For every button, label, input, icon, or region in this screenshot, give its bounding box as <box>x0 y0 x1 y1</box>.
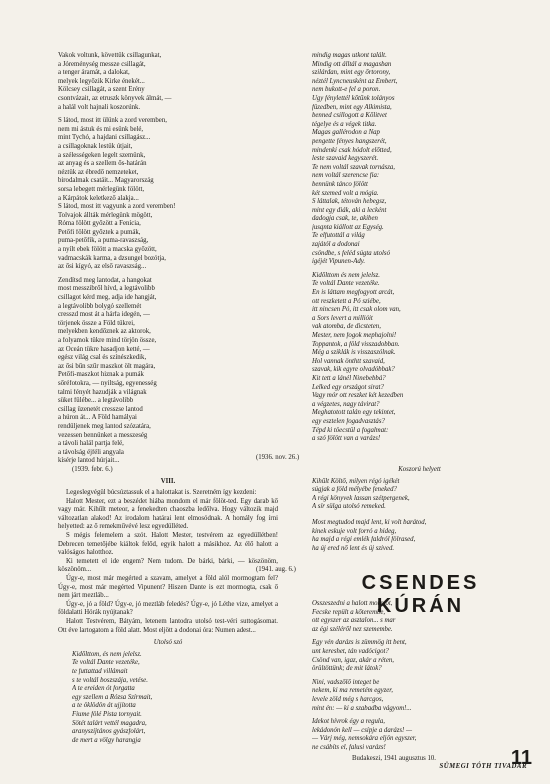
poem-line: nem bukott-e fel a poron. <box>312 86 381 94</box>
poem-line: egy szellem a Rózsa Szírmait, <box>72 693 153 701</box>
poem-line: tégelye és a végek titka. <box>312 120 377 128</box>
poem-line: Egy vén darázs is zümmög itt bent, <box>312 639 407 647</box>
poem-line: a szélességeken legelt szemünk, <box>58 151 146 159</box>
poem-line: a halál volt hajnali koszorúnk. <box>58 103 141 111</box>
poem-line: Kidőlttom és nem jelelsz. <box>312 271 380 279</box>
poem-line: benned csillogott a Kőlitvet <box>312 112 387 120</box>
poem-line: nem mi ástuk és mi esünk belé, <box>58 125 144 133</box>
poem-line: Összeszedni a halott morzsót, <box>312 600 393 607</box>
poem-line: ha új ered nő lent és új szived. <box>312 544 395 552</box>
poem-line: az Óceán tükre hasadjon ketté, — <box>58 345 150 353</box>
poem-line: sőréfotokra, — nyiltság, egyenesség <box>58 379 157 387</box>
section-heading: VIII. <box>160 477 176 485</box>
poem-koszoru-1 <box>312 478 527 512</box>
poem-line: Idekot hívrok égy a regula, <box>312 718 385 726</box>
poem-line: melyek legyőzik Kirke énekét... <box>58 77 145 85</box>
poem-line: Róma fölött győzött a Fenícia, <box>58 220 141 228</box>
poem-line: Te voltál Dante vezetéke. <box>312 280 380 288</box>
poem-line: S láttalak, tétován hebegsz, <box>312 198 387 206</box>
poem-line: mindig magas utkont talált. <box>312 52 387 59</box>
right-date-1: (1936. nov. 26.) <box>256 454 300 461</box>
poem-line: néztük az ébredő nemzeteket, <box>58 168 139 176</box>
poem-line: Petőfi fölött győztek a pumák, <box>58 228 141 236</box>
poem-line: a végzetes, nagy távirat? <box>312 400 380 408</box>
poem-line: bennünk tánco fölött <box>312 180 368 188</box>
poem-line: füzedben, mint egy Alkimista, <box>312 103 392 111</box>
poem-line: csillagot kérd meg, adja ide hangját, <box>58 294 157 302</box>
poem-line: a húron át... A Föld hamályai <box>58 414 137 422</box>
poem-line: de mert a völgy harangja <box>72 736 141 744</box>
poem-line: egész világ csal és színészkedik, <box>58 354 147 362</box>
poem-line: levele zöld még s harcgos, <box>312 695 384 703</box>
poem-line: talmi fényét hazudják a világnak <box>58 388 147 396</box>
poem-line: A te ereiden ót forgatta <box>72 685 135 693</box>
poem-line: igéjét Vipunen-Ády. <box>312 258 366 266</box>
koszoru-section-2 <box>312 519 527 553</box>
poem-kuran <box>312 600 527 753</box>
left-poem-block <box>58 52 278 466</box>
poem-line: mint Tychó, a hajdani csillagász... <box>58 134 151 142</box>
poem-line: A régi könyvek lassan szétpergenek, <box>312 494 410 502</box>
closing-date: Budakeszi, 1941 augusztus 10. <box>352 754 437 762</box>
poem-line: lekádonón kell — csípje a darázs! — <box>312 726 413 734</box>
poem-koszoru-2 <box>312 519 527 553</box>
poem-line: Mester, nem fogok mephajolni! <box>312 332 397 339</box>
page-number: 11 <box>510 747 532 769</box>
poem-line: te futtattad villámait <box>72 667 128 675</box>
poem-line: vadmacskák karma, a dzsungel bozótja, <box>58 254 166 262</box>
poem-line: Te voltál Dante vezetéke, <box>72 659 140 667</box>
poem-line: Most megtudod majd lent, ki volt barátod, <box>312 519 427 526</box>
left-column <box>58 52 278 745</box>
signature: SÜMEGI TÓTH TIVADAR <box>439 763 527 771</box>
poem-line: Kit tett a lánél Ninebebbá? <box>312 374 386 382</box>
poem-line: süket fülébe... a legtávolibb <box>58 397 134 405</box>
poem-line: nekem, ki ma remetém egyzer, <box>312 687 393 695</box>
right-date-2: (1941. aug. 6.) <box>256 566 296 573</box>
poem-line: súgjak a föld mélyébe feneked? <box>312 486 397 494</box>
prose-paragraph: Legeslegvégül búcsúztassuk el a halottakat is. Szeretném így kezdeni: <box>66 489 257 497</box>
poem-line: Fiume fölé Pista tornyait. <box>72 710 142 718</box>
poem-line: Sötét talárt vettél magadra, <box>72 719 147 727</box>
poem-line: a tenger áramát, a dalokat, <box>58 69 130 77</box>
poem-line: a csillagoknak lestük útjait, <box>58 142 133 150</box>
poem-line: törjenek össze a Föld tükrei, <box>58 319 135 327</box>
poem-line: mint egy diák, aki a lecként <box>312 206 387 214</box>
koszoru-section <box>312 466 527 512</box>
poem-line: a nyílt ebek fölött a macska győzött, <box>58 246 157 254</box>
prose-paragraph: Ki temetett el ide engem? Nem tudom. De bárki, bárki, — köszönöm, köszönöm... <box>58 557 278 574</box>
poem-line: a folyamok tükre mind törjön össze, <box>58 337 157 344</box>
poem-line: dadogja csak, te, akiben <box>312 215 378 223</box>
poem-line: szilárdan, mint egy őrtorony, <box>312 69 391 77</box>
poem-line: néztél Lyncneusként az Embert, <box>312 77 398 85</box>
poem-line: Zendítsd meg lantodat, a hangokat <box>58 276 152 284</box>
kuran-section <box>312 600 527 772</box>
poem-line: ott egyszer az asztalon... s mar <box>312 617 396 625</box>
main-title: CSENDES KÚRÁN <box>361 572 480 617</box>
poem-line: puma-petőfik, a puma-ravaszság, <box>58 237 149 245</box>
poem-line: A sír sülga utolsó remeked. <box>312 503 386 511</box>
poem-line: Hol vannak önthtt szavaid, <box>312 357 385 365</box>
poem-line: Vakok voltunk, követtük csillagunkat, <box>58 52 162 59</box>
poem-line: Magas gallérodon a Nap <box>312 129 380 137</box>
poem-line: S látod, most itt ülünk a zord veremben, <box>58 117 167 125</box>
poem-line: ha majd a régi emlék faldról fölrased, <box>312 536 416 544</box>
poem-title-koszoru: Koszorú helyett <box>398 466 441 473</box>
poem-line: csillag üzenetét cresszse lantod <box>58 405 143 413</box>
poem-line: jusqnta kiállott az Egység. <box>312 223 384 231</box>
poem-line: az anyag és a szellem ős-határán <box>58 160 147 168</box>
poem-line: a te öklödön át ujjította <box>72 702 136 710</box>
poem-line: vezessen bennünket a messzeség <box>58 431 148 439</box>
poem-line: mint én: — ki a szabadba vágyom!... <box>312 704 412 712</box>
poem-line: a Jóreménység messze csillagát, <box>58 60 146 68</box>
poem-line: Ugy fénylettél kőtűnk tolányos <box>312 94 395 102</box>
poem-line: egy esztelen fogadvasztás? <box>312 417 385 425</box>
poem-line: vak atomba, de dicsteten, <box>312 323 381 331</box>
poem-line: szavak, kik egyre olvadóbbak? <box>312 366 395 374</box>
poem-line: Én is láttam megfogyott arcát, <box>312 289 395 297</box>
poem-line: ne csábíts el, falusi varázs! <box>312 743 386 751</box>
poem-line: cresszd most át a hárfa idegén, — <box>58 311 150 319</box>
poem-line: Tolvajok állták mérlegünk mögött, <box>58 211 153 219</box>
poem-utolso <box>72 651 278 746</box>
poem-line: s te voltál boszszája, vetése. <box>72 676 148 684</box>
poem-line: az ősi bűn szűr maszkot ölt magára, <box>58 362 156 370</box>
poem-line: a szó fölött van a varázs! <box>312 435 381 443</box>
poem-line: Csönd van, igaz, akár a réten, <box>312 656 394 664</box>
poem-line: pengette fényes hangszerét, <box>312 137 387 145</box>
poem-line: csontvázait, az etruszk könyvek álmát, — <box>58 94 172 102</box>
poem-line: melyekben kendőznek az aktorok, <box>58 328 151 336</box>
poem-line: a távoli halál partja felé, <box>58 440 124 448</box>
poem-line: két szemed volt a mógia. <box>312 189 379 197</box>
poem-line: Kihűlt Költő, milyen régó igékét <box>312 477 400 485</box>
poem-line: Nini, vadszőlő integet be <box>312 678 380 686</box>
poem-line: örültöttünk; de mit látok? <box>312 665 382 673</box>
poem-line: Petőfi-maszkot hiznak a pumák <box>58 371 144 379</box>
prose-paragraph: Halott Mester, ezt a beszédet hiába mondom el már fölöt-ted. Egy darab kő vagy már. Kihűlt meteor, a fenekedten chaoszba ledőlva. Hogy változik majd változatlan alakod! Az irodalom határai lent elmosódnak. A homály fog írni helyetted: az ő remekművévé lesz egyedülléted. <box>58 497 278 531</box>
poem-line: Meghatotott talán egy tekintet, <box>312 409 396 417</box>
poem-line: leste szavaid kegyszerét. <box>312 155 379 163</box>
poem-line: csöndbe, s feléd súgta utolsó <box>312 249 390 257</box>
poem-line: birodalmak csatáit... Magyarország <box>58 177 154 185</box>
poem-line: a Sors levert a millióit <box>312 314 373 322</box>
poem-line: az ősi kígyó, az első ravaszság... <box>58 263 147 271</box>
left-date-1: (1939. febr. 6.) <box>72 465 113 473</box>
prose-paragraph: Úgy-e, most már megérted a szavam, amelyet a föld alól mormogtam fel? Úgy-e, most már megérted Vipunent? Hiszen Dante is ezt mormogta, csak ő nem járt meztláb... <box>58 575 278 600</box>
poem-line: Vagy mór ott reszket két kezedben <box>312 392 404 400</box>
right-column <box>312 52 527 444</box>
poem-line: aranyszíjtános gyászfolárt, <box>72 728 146 736</box>
poem-line: kinek eskuje volt forró a hideg, <box>312 527 397 535</box>
prose-paragraph: Úgy-e, jó a föld? Úgy-e, jó meztláb feledés? Úgy-e, jó Léthe vize, amelyet a földalatti Hórák nyújtanak? <box>58 600 278 617</box>
poem-line: Te nem voltál szavak tornásza, <box>312 163 396 171</box>
poem-line: itt nincsen Pó, itt csak olom van, <box>312 306 401 314</box>
poem-line: S látod, most itt vagyunk a zord veremben! <box>58 203 176 211</box>
poem-line: Lelked egy országot sirat? <box>312 383 384 391</box>
poem-line: ott reszketett a Pó sziébe, <box>312 297 381 305</box>
poem-line: mindenki csak hódolt előtted, <box>312 146 392 154</box>
poem-line: Kidőlttom, és nem jelelsz. <box>72 650 142 658</box>
poem-line: Toppantok, a föld visszadobban. <box>312 340 400 348</box>
poem-line: Mindig ott álltál a magasban <box>312 60 392 68</box>
prose-paragraph: Halott Testvérem, Bátyám, letenem lantodra utolsó test-véri suttogásomat. Ott éve lartogatom a föld alatt. Most eljött a dodonai óra: Numen adest... <box>58 618 278 634</box>
poem-line: rendüljenek meg lantod szózatára, <box>58 422 151 430</box>
poem-line: Te elfutottál a világ <box>312 232 365 240</box>
poem-line: sorsa lebegett mérlegünk fölött, <box>58 185 145 193</box>
prose-block <box>58 489 278 635</box>
poem-line: a Kárpátok keletkező alakja... <box>58 194 139 202</box>
poem-line: unt kereshet, tán vadócigot? <box>312 647 389 655</box>
poem-line: az égi széléről nez szemembe. <box>312 625 393 633</box>
poem-line: most messzibről hívd, a legtávolibb <box>58 285 155 293</box>
poem-line: Tépd ki töecstül a fogalmat: <box>312 426 389 434</box>
poem-line: Fecske repült a kőterembe, <box>312 608 386 616</box>
poem-line: Még a sziklák is visszaszólnak. <box>312 349 396 357</box>
right-poem-block <box>312 52 527 444</box>
poem-title-utolso: Utolsó szó <box>153 639 183 647</box>
poem-line: zajától a dodonai <box>312 241 360 249</box>
poem-line: nem voltál szerencse fia: <box>312 172 380 180</box>
prose-paragraph: S mégis felemelem a szót. Halott Mester, testvérem az egyedüllétben! Debrecen temetőjébe kiáltok felőd, egyik halott a másikhoz. Az élő halott a valóságos halotthoz. <box>58 532 278 557</box>
poem-line: kísérje lantod húrjait... <box>58 457 120 465</box>
poem-line: — Várj még, nemsokára eljön egyszer, <box>312 735 417 743</box>
poem-line: Kölcsey csillagát, a szent Erény <box>58 86 145 94</box>
poem-line: a legtávolibb bolygó szellemét <box>58 302 142 310</box>
poem-line: a távolság éjféli angyala <box>58 448 124 456</box>
